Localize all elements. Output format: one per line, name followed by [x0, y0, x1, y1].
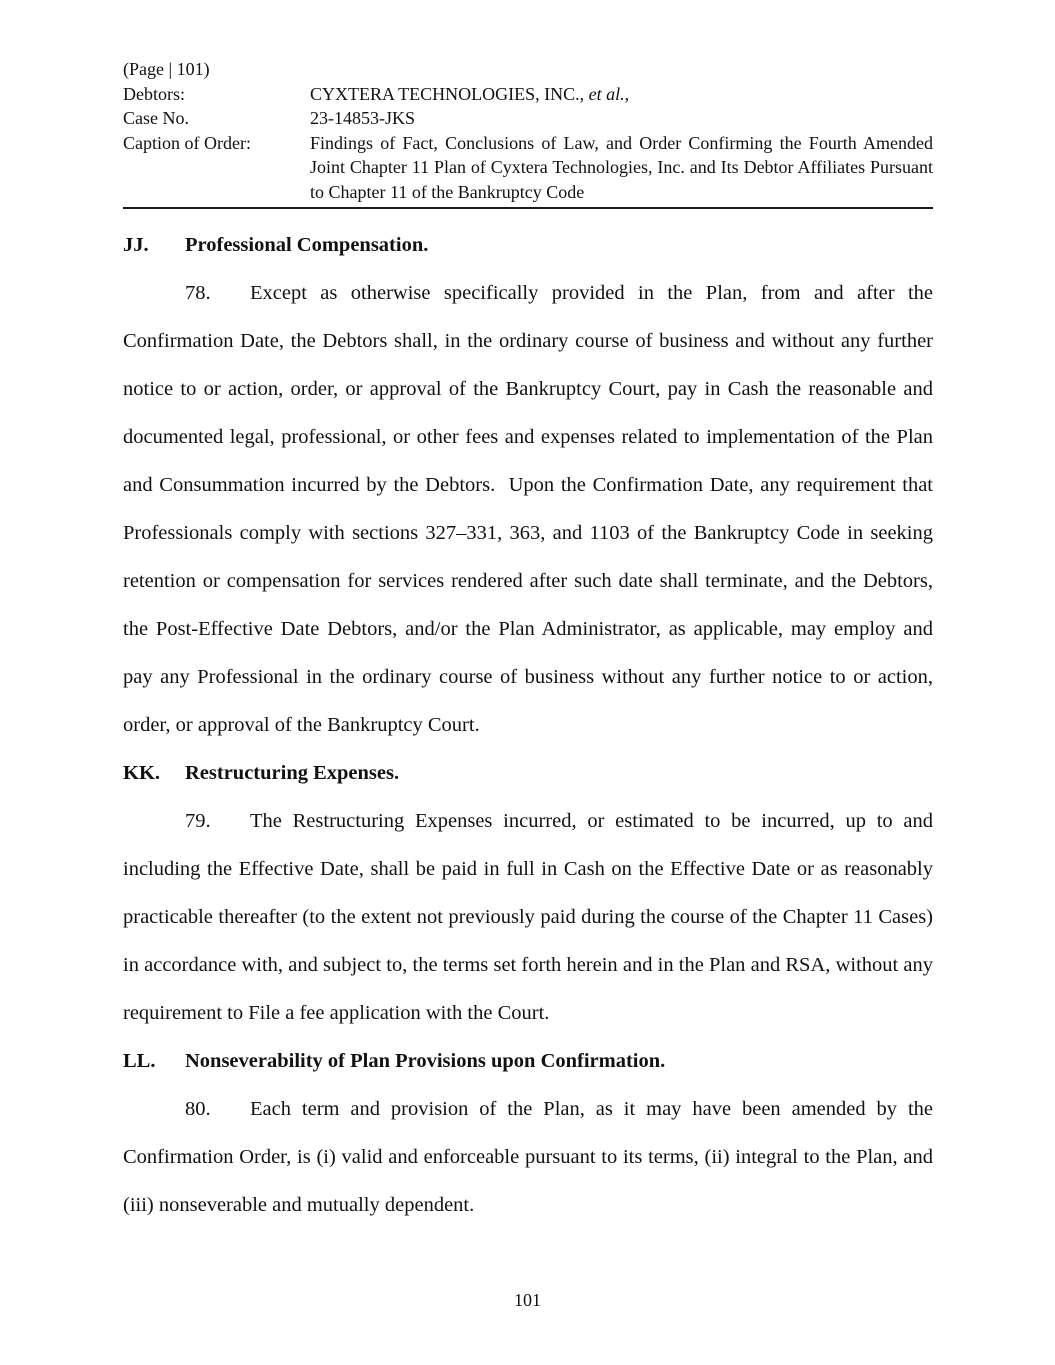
- heading-label: LL.: [123, 1050, 156, 1072]
- debtors-value: [310, 82, 933, 107]
- heading-title: Professional Compensation.: [185, 234, 429, 256]
- page-number: 101: [514, 1290, 541, 1310]
- page-footer: [0, 1288, 1055, 1313]
- paragraph-number: 79.: [185, 810, 211, 832]
- paragraph-78: [123, 269, 933, 749]
- section-ll-nonseverability: [123, 1037, 933, 1229]
- section-heading: [123, 1037, 933, 1085]
- section-jj-professional-compensation: [123, 221, 933, 749]
- debtors-value-text: CYXTERA TECHNOLOGIES, INC.,: [310, 83, 589, 104]
- section-heading: [123, 749, 933, 797]
- case-no-label: Case No.: [123, 108, 189, 128]
- case-no-value: 23-14853-JKS: [310, 108, 416, 128]
- paragraph-79: [123, 797, 933, 1037]
- heading-title: Nonseverability of Plan Provisions upon Confirmation.: [185, 1050, 666, 1072]
- section-heading: [123, 221, 933, 269]
- header-divider: [123, 207, 933, 209]
- heading-label: KK.: [123, 762, 161, 784]
- section-kk-restructuring-expenses: [123, 749, 933, 1037]
- case-header: [123, 57, 933, 204]
- paragraph-80: [123, 1085, 933, 1229]
- debtors-value-etal: et al.: [588, 83, 625, 104]
- paragraph-number: 80.: [185, 1098, 211, 1120]
- debtors-label: Debtors:: [123, 83, 185, 104]
- heading-label: JJ.: [123, 234, 149, 256]
- debtors-value-suffix: ,: [624, 83, 630, 104]
- paragraph-text: Each term and provision of the Plan, as it may have been amended by the Confirmation Order, is (i) valid and enforceable pursuant to its terms, (ii) integral to the Plan, and (iii) nonseverable and mutually dependent.: [123, 1098, 933, 1216]
- paragraph-number: 78.: [185, 282, 211, 304]
- caption-of-order-value: Findings of Fact, Conclusions of Law, and Order Confirming the Fourth Amended Joint Chapter 11 Plan of Cyxtera Technologies, Inc. and Its Debtor Affiliates Pursuant to Chapter 11 of the Bankruptcy Code: [310, 132, 933, 202]
- heading-title: Restructuring Expenses.: [185, 762, 400, 784]
- header-table: [123, 82, 933, 205]
- header-page-label: (Page | 101): [123, 59, 210, 79]
- caption-of-order-label: Caption of Order:: [123, 132, 251, 153]
- paragraph-text: Except as otherwise specifically provided in the Plan, from and after the Confirmation Date, the Debtors shall, in the ordinary course of business and without any further notice to or action, order, or approval of the Bankruptcy Court, pay in Cash the reasonable and documented legal, professional, or other fees and expenses related to implementation of the Plan and Consummation incurred by the Debtors. Upon the Confirmation Date, any requirement that Professionals comply with sections 327–331, 363, and 1103 of the Bankruptcy Code in seeking retention or compensation for services rendered after such date shall terminate, and the Debtors, the Post-Effective Date Debtors, and/or the Plan Administrator, as applicable, may employ and pay any Professional in the ordinary course of business without any further notice to or action, order, or approval of the Bankruptcy Court.: [123, 282, 933, 736]
- document-body: [123, 221, 933, 1229]
- paragraph-text: The Restructuring Expenses incurred, or estimated to be incurred, up to and including the Effective Date, shall be paid in full in Cash on the Effective Date or as reasonably practicable thereafter (to the extent not previously paid during the course of the Chapter 11 Cases) in accordance with, and subject to, the terms set forth herein and in the Plan and RSA, without any requirement to File a fee application with the Court.: [123, 810, 933, 1024]
